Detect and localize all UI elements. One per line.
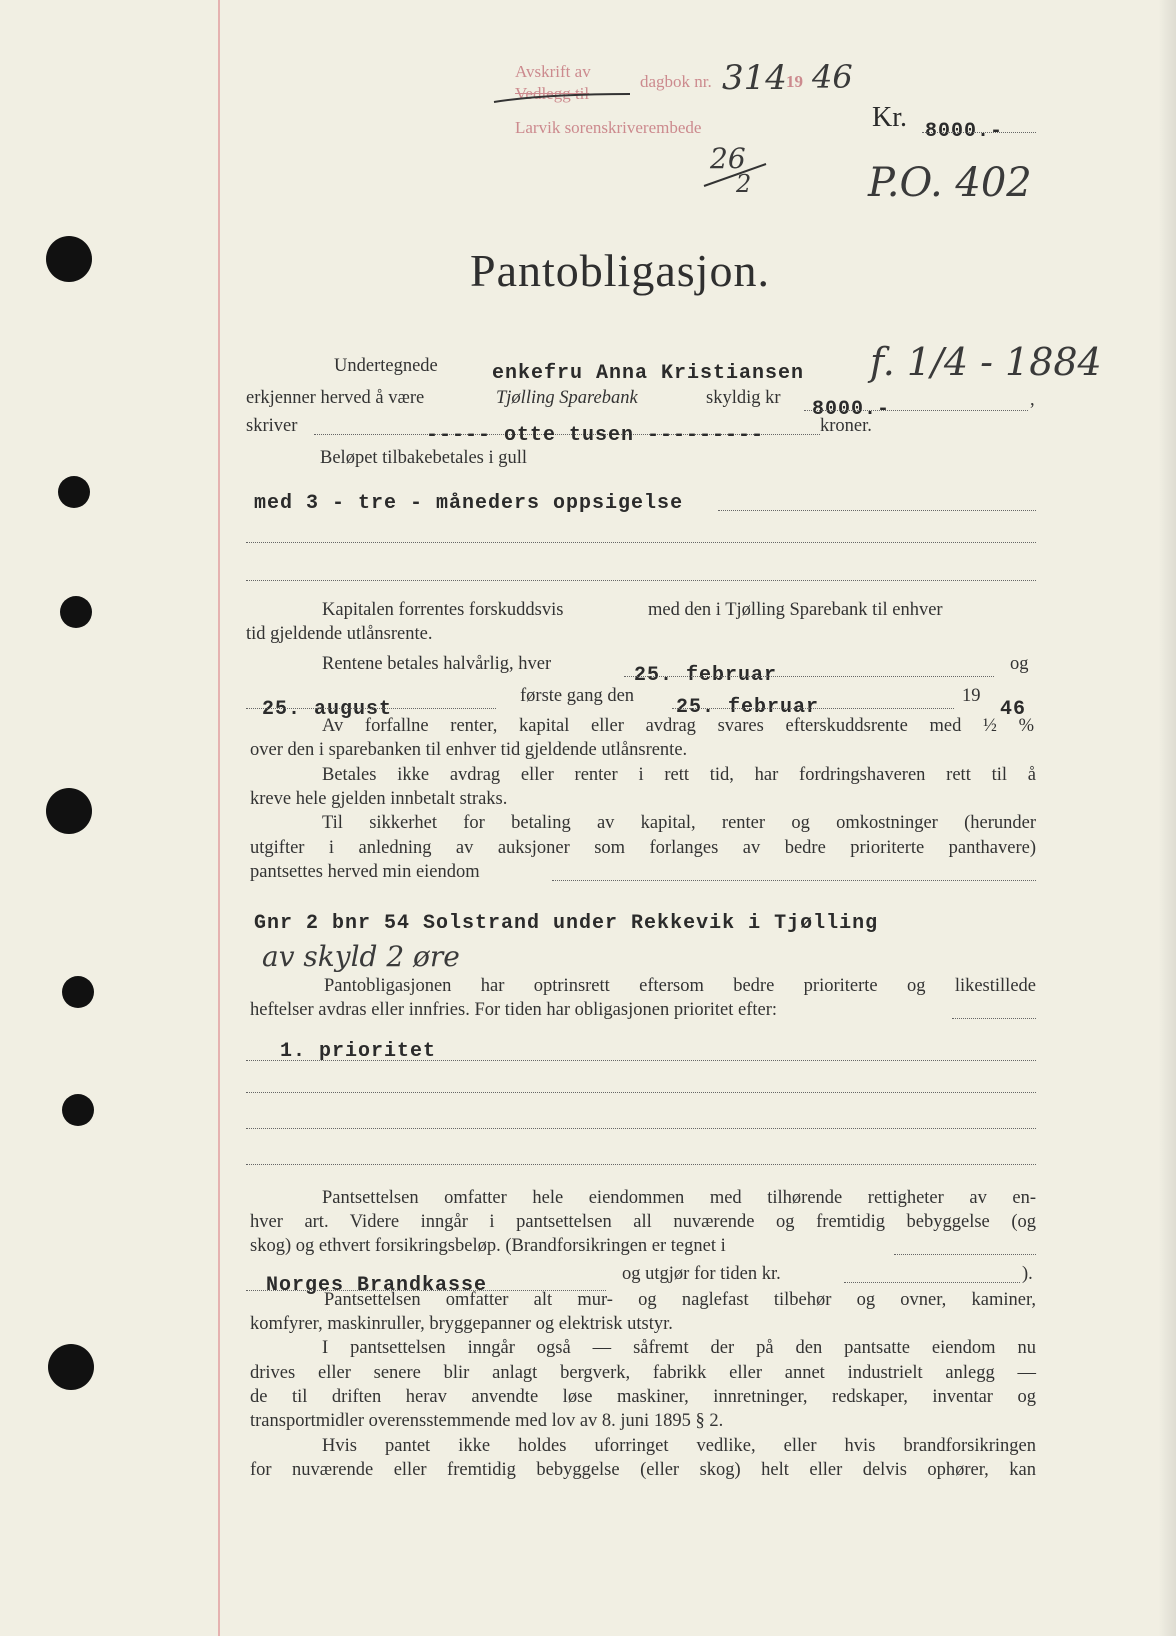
- punch-hole: [62, 1094, 94, 1126]
- p3-line-1: komfyrer, maskinruller, bryggepanner og elektrisk utstyr.: [250, 1314, 673, 1334]
- insurance-close: ).: [1022, 1264, 1033, 1284]
- punch-hole: [46, 236, 92, 282]
- repayment-terms: med 3 - tre - måneders oppsigelse: [254, 492, 684, 515]
- priority-dotted-1: [246, 1060, 1036, 1061]
- date3-dotted: [672, 708, 954, 709]
- p3-line-5: transportmidler overensstemmende med lov av 8. juni 1895 § 2.: [250, 1411, 724, 1431]
- p1-dotted: [552, 880, 1036, 881]
- undertegnede-label: Undertegnede: [334, 356, 438, 376]
- p3-line-2: I pantsettelsen inngår også — såfremt der på den pantsatte eiendom nu: [322, 1338, 1036, 1358]
- amount-words: ----- otte tusen ---------: [426, 424, 765, 447]
- date-fraction-line: [700, 160, 770, 190]
- interest-line1: Kapitalen forrentes forskuddsvis: [322, 600, 564, 620]
- creditor-name: Tjølling Sparebank: [496, 388, 638, 408]
- p3-line-7: for nuværende eller fremtidig bebyggelse (eller skog) helt eller delvis ophører, kan: [250, 1460, 1036, 1480]
- property-typed: Gnr 2 bnr 54 Solstrand under Rekkevik i Tjølling: [254, 912, 879, 935]
- og-utgjor-text: og utgjør for tiden kr.: [622, 1264, 781, 1284]
- p3-line-4: de til driften herav anvendte løse maskiner, innretninger, redskaper, inventar og: [250, 1387, 1036, 1407]
- rente-label: Rentene betales halvårlig, hver: [322, 654, 552, 674]
- priority-dotted-2: [246, 1092, 1036, 1093]
- stamp-year-hand: 46: [812, 58, 853, 96]
- p2-line-1: hver art. Videre inngår i pantsettelsen all nuværende og fremtidig bebyggelse (og: [250, 1212, 1036, 1232]
- p3-line-6: Hvis pantet ikke holdes uforringet vedlike, eller hvis brandforsikringen: [322, 1436, 1036, 1456]
- date-numerator: 26: [710, 142, 746, 175]
- priority-dotted: [952, 1018, 1036, 1019]
- stamp-year-prefix: 19: [786, 72, 803, 91]
- stamp-office: Larvik sorenskriverembede: [515, 118, 702, 137]
- p1-line-1: over den i sparebanken til enhver tid gjeldende utlånsrente.: [250, 740, 688, 760]
- insurance-kr-dotted: [844, 1282, 1020, 1283]
- p2-line-2: skog) og ethvert forsikringsbeløp. (Brandforsikringen er tegnet i: [250, 1236, 726, 1256]
- stamp-strike: [492, 88, 632, 108]
- og-text: og: [1010, 654, 1029, 674]
- kr-label: Kr.: [872, 102, 907, 133]
- priority-line1: Pantobligasjonen har optrinsrett eftersom bedre prioriterte og likestillede: [324, 976, 1036, 996]
- debtor-name: enkefru Anna Kristiansen: [492, 362, 805, 385]
- interest-date1: 25. februar: [634, 664, 778, 687]
- p1-line-6: pantsettes herved min eiendom: [250, 862, 480, 882]
- p3-line-3: drives eller senere blir anlagt bergverk, fabrikk eller annet industrielt anlegg —: [250, 1363, 1036, 1383]
- amount-comma: ,: [1030, 390, 1035, 410]
- priority-dotted-4: [246, 1164, 1036, 1165]
- acknowledge-text: erkjenner herved å være: [246, 388, 425, 408]
- p2-line-0: Pantsettelsen omfatter hele eiendommen med tilhørende rettigheter av en-: [322, 1188, 1036, 1208]
- repayment-label: Beløpet tilbakebetales i gull: [320, 448, 528, 468]
- date1-dotted: [624, 676, 994, 677]
- debtor-amount: 8000.-: [812, 398, 891, 421]
- stamp-number: 314: [722, 58, 787, 98]
- interest-line2: tid gjeldende utlånsrente.: [246, 624, 433, 644]
- punch-hole: [62, 976, 94, 1008]
- p3-line-0: Pantsettelsen omfatter alt mur- og naglefast tilbehør og ovner, kaminer,: [324, 1290, 1036, 1310]
- punch-hole: [60, 596, 92, 628]
- stamp-dagbok: dagbok nr.: [640, 72, 712, 91]
- blank-dotted-2: [246, 580, 1036, 581]
- p1-line-3: kreve hele gjelden innbetalt straks.: [250, 789, 508, 809]
- interest-date2: 25. august: [262, 698, 393, 721]
- interest-line1b: med den i Tjølling Sparebank til enhver: [648, 600, 943, 620]
- kr-dotted: [922, 132, 1036, 133]
- date-denominator: 2: [736, 170, 752, 198]
- date2-dotted: [246, 708, 496, 709]
- margin-line: [218, 0, 220, 1636]
- p1-line-0: Av forfallne renter, kapital eller avdrag svares efterskuddsrente med ½ %: [322, 716, 1034, 736]
- property-hand: av skyld 2 øre: [262, 940, 460, 973]
- p1-line-5: utgifter i anledning av auksjoner som forlanges av bedre prioriterte panthavere): [250, 838, 1036, 858]
- page-edge: [1158, 0, 1176, 1636]
- p1-line-4: Til sikkerhet for betaling av kapital, renter og omkostninger (herunder: [322, 813, 1036, 833]
- interest-date3: 25. februar: [676, 696, 820, 719]
- priority-dotted-3: [246, 1128, 1036, 1129]
- forste-text: første gang den: [520, 686, 635, 706]
- kr-amount: 8000.-: [925, 120, 1004, 143]
- amount-dotted: [804, 410, 1028, 411]
- priority-value: 1. prioritet: [280, 1040, 437, 1063]
- punch-hole: [58, 476, 90, 508]
- birth-note: f. 1/4 - 1884: [870, 340, 1102, 384]
- writes-text: skriver: [246, 416, 298, 436]
- stamp-line2: Vedlegg til: [515, 84, 590, 103]
- p1-line-2: Betales ikke avdrag eller renter i rett tid, har fordringshaveren rett til å: [322, 765, 1036, 785]
- year-prefix: 19: [962, 686, 981, 706]
- kroner-text: kroner.: [820, 416, 872, 436]
- interest-year: 46: [1000, 698, 1027, 721]
- punch-hole: [48, 1344, 94, 1390]
- blank-dotted-1: [246, 542, 1036, 543]
- owe-text: skyldig kr: [706, 388, 781, 408]
- p2-dotted: [894, 1254, 1036, 1255]
- ref-note: P.O. 402: [868, 160, 1032, 206]
- document-title: Pantobligasjon.: [470, 245, 770, 296]
- punch-hole: [46, 788, 92, 834]
- insurance-company: Norges Brandkasse: [266, 1274, 488, 1297]
- stamp-line1: Avskrift av: [515, 62, 591, 81]
- priority-line2: heftelser avdras eller innfries. For tiden har obligasjonen prioritet efter:: [250, 1000, 778, 1020]
- terms-dotted: [718, 510, 1036, 511]
